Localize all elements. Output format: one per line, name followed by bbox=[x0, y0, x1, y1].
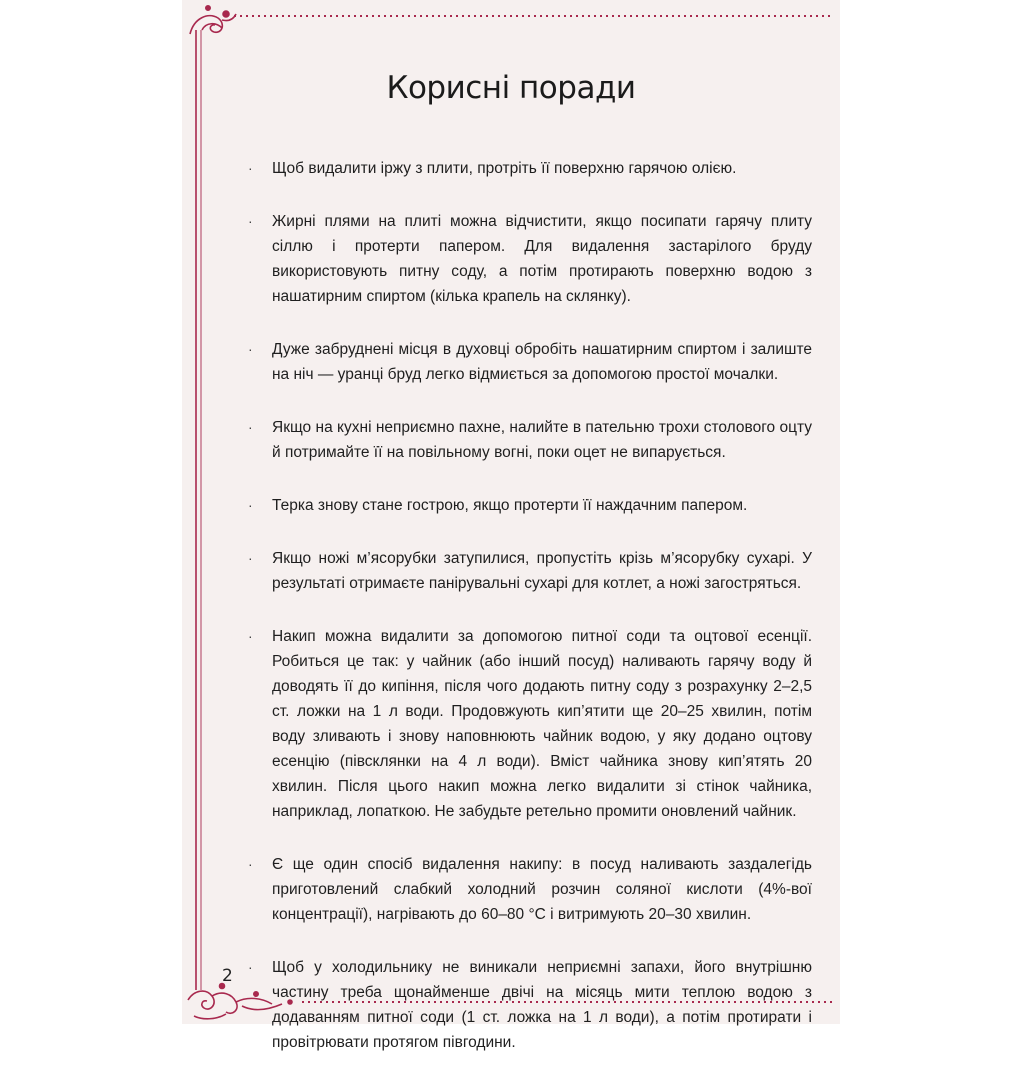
tip-text: Терка знову стане гострою, якщо протерти її наждачним папером. bbox=[272, 497, 748, 514]
list-item bbox=[248, 852, 812, 927]
top-left-ornament-icon bbox=[190, 6, 236, 34]
list-item bbox=[248, 156, 812, 181]
tip-text: Накип можна видалити за допомогою питної соди та оцтової есенції. Робиться це так: у чайник (або інший посуд) наливають гарячу воду й доводять її до кипіння, після чого додають питну соду з розрахунку 2–2,5 ст. ложки на 1 л води. Продовжують кип’ятити ще 20–25 хвилин, потім воду зливають і знову наповнюють чайник водою, у яку додано оцтову есенцію (півсклянки на 4 л води). Вміст чайника знову кип’ятять 20 хвилин. Після цього накип можна легко видалити зі стінок чайника, наприклад, лопаткою. Не забудьте ретельно промити оновлений чайник. bbox=[272, 628, 812, 820]
tip-text: Якщо на кухні неприємно пахне, налийте в пательню трохи столового оцту й потримайте її на повільному вогні, поки оцет не випарується. bbox=[272, 419, 812, 461]
bullet-icon: · bbox=[248, 856, 253, 872]
tip-text: Дуже забруднені місця в духовці обробіть нашатирним спиртом і залиште на ніч — уранці бруд легко відмиється за допомогою простої мочалки. bbox=[272, 341, 812, 383]
tips-list bbox=[248, 156, 812, 1083]
bullet-icon: · bbox=[248, 160, 253, 176]
bullet-icon: · bbox=[248, 550, 253, 566]
page-title: Корисні поради bbox=[386, 70, 636, 106]
list-item bbox=[248, 493, 812, 518]
tip-text: Якщо ножі м’ясорубки затупилися, пропустіть крізь м’ясорубку сухарі. У результаті отримаєте панірувальні сухарі для котлет, а ножі загостряться. bbox=[272, 550, 812, 592]
list-item bbox=[248, 955, 812, 1055]
tip-text: Щоб видалити іржу з плити, протріть її поверхню гарячою олією. bbox=[272, 160, 737, 177]
list-item bbox=[248, 415, 812, 465]
book-page bbox=[182, 0, 840, 1051]
bullet-icon: · bbox=[248, 419, 253, 435]
list-item bbox=[248, 624, 812, 824]
bullet-icon: · bbox=[248, 341, 253, 357]
tip-text: Є ще один спосіб видалення накипу: в посуд наливають заздалегідь приготовлений слабкий холодний розчин соляної кислоти (4%-вої концентрації), нагрівають до 60–80 °С і витримують 20–30 хвилин. bbox=[272, 856, 812, 923]
list-item bbox=[248, 209, 812, 309]
bullet-icon: · bbox=[248, 213, 253, 229]
list-item bbox=[248, 337, 812, 387]
bullet-icon: · bbox=[248, 628, 253, 644]
list-item bbox=[248, 546, 812, 596]
page-number: 2 bbox=[222, 966, 233, 986]
tip-text: Щоб у холодильнику не виникали неприємні запахи, його внутрішню частину треба щонайменше двічі на місяць мити теплою водою з додаванням питної соди (1 ст. ложка на 1 л води), а потім протирати і провітрювати протягом півгодини. bbox=[272, 959, 812, 1051]
bullet-icon: · bbox=[248, 497, 253, 513]
bullet-icon: · bbox=[248, 959, 253, 975]
tip-text: Жирні плями на плиті можна відчистити, якщо посипати гарячу плиту сіллю і протерти папером. Для видалення застарілого бруду використовують питну соду, а потім протирають поверхню водою з нашатирним спиртом (кілька крапель на склянку). bbox=[272, 213, 812, 305]
